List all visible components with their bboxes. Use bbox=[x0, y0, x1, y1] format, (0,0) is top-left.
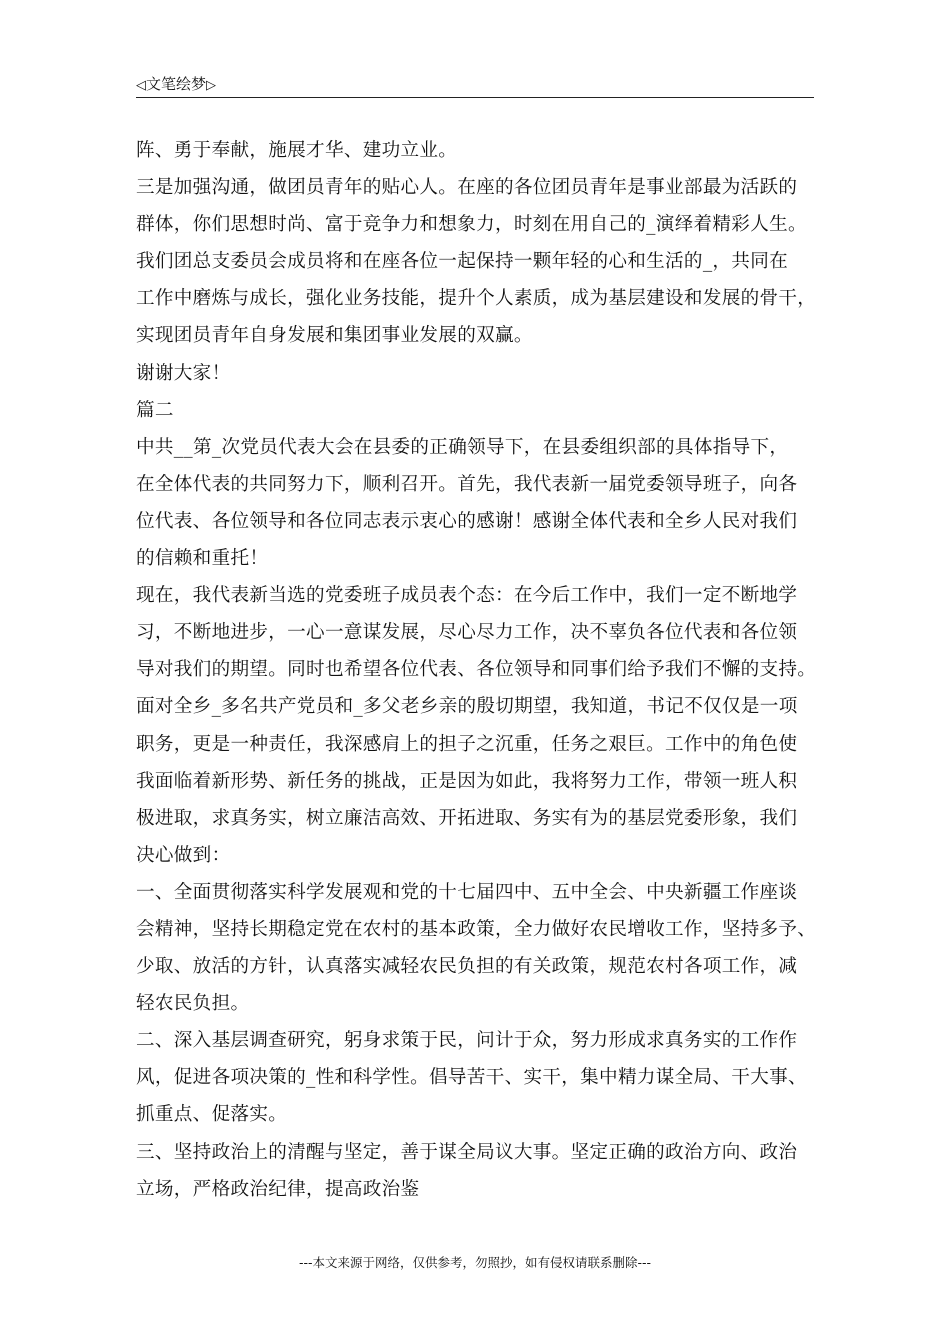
body-line: 面对全乡_多名共产党员和_多父老乡亲的殷切期望，我知道，书记不仅仅是一项 bbox=[136, 696, 798, 718]
document-header bbox=[136, 74, 216, 96]
body-line: 实现团员青年自身发展和集团事业发展的双赢。 bbox=[136, 325, 533, 347]
body-line: 职务，更是一种责任，我深感肩上的担子之沉重，任务之艰巨。工作中的角色使 bbox=[136, 733, 798, 755]
body-line: 三、坚持政治上的清醒与坚定，善于谋全局议大事。坚定正确的政治方向、政治 bbox=[136, 1141, 798, 1163]
body-line: 现在，我代表新当选的党委班子成员表个态：在今后工作中，我们一定不断地学 bbox=[136, 585, 798, 607]
right-triangle-icon: ▷ bbox=[206, 78, 217, 93]
body-line: 习，不断地进步，一心一意谋发展，尽心尽力工作，决不辜负各位代表和各位领 bbox=[136, 622, 798, 644]
document-body bbox=[136, 132, 826, 1208]
left-triangle-icon: ◁ bbox=[136, 78, 146, 93]
body-line: 二、深入基层调查研究，躬身求策于民，问计于众，努力形成求真务实的工作作 bbox=[136, 1030, 798, 1052]
body-line: 位代表、各位领导和各位同志表示衷心的感谢！感谢全体代表和全乡人民对我们 bbox=[136, 510, 798, 532]
body-line: 决心做到： bbox=[136, 844, 231, 866]
body-line: 风，促进各项决策的_性和科学性。倡导苦干、实干，集中精力谋全局、干大事、 bbox=[136, 1067, 807, 1089]
body-line: 阵、勇于奉献，施展才华、建功立业。 bbox=[136, 140, 458, 161]
body-line: 我面临着新形势、新任务的挑战，正是因为如此，我将努力工作，带领一班人积 bbox=[136, 770, 798, 792]
body-line: 一、全面贯彻落实科学发展观和党的十七届四中、五中全会、中央新疆工作座谈 bbox=[136, 881, 798, 903]
body-line: 的信赖和重托！ bbox=[136, 548, 269, 570]
body-line: 群体，你们思想时尚、富于竞争力和想象力，时刻在用自己的_演绎着精彩人生。 bbox=[136, 214, 807, 236]
body-line: 极进取，求真务实，树立廉洁高效、开拓进取、务实有为的基层党委形象，我们 bbox=[136, 807, 798, 829]
body-line: 中共__第_次党员代表大会在县委的正确领导下，在县委组织部的具体指导下， bbox=[136, 436, 789, 458]
body-line: 轻农民负担。 bbox=[136, 993, 250, 1015]
body-line: 导对我们的期望。同时也希望各位代表、各位领导和同事们给予我们不懈的支持。 bbox=[136, 659, 817, 681]
body-line: 篇二 bbox=[136, 399, 174, 421]
body-line: 抓重点、促落实。 bbox=[136, 1104, 288, 1126]
body-line: 谢谢大家！ bbox=[136, 362, 231, 384]
body-line: 工作中磨炼与成长，强化业务技能，提升个人素质，成为基层建设和发展的骨干， bbox=[136, 288, 817, 310]
body-line: 会精神，坚持长期稳定党在农村的基本政策，全力做好农民增收工作，坚持多予、 bbox=[136, 918, 817, 940]
body-line: 我们团总支委员会成员将和在座各位一起保持一颗年轻的心和生活的_，共同在 bbox=[136, 251, 788, 273]
document-footer: ---本文来源于网络，仅供参考，勿照抄，如有侵权请联系删除--- bbox=[298, 1255, 652, 1270]
header-title: 文笔绘梦 bbox=[146, 75, 207, 93]
body-line: 少取、放活的方针，认真落实减轻农民负担的有关政策，规范农村各项工作，减 bbox=[136, 956, 798, 978]
body-line: 在全体代表的共同努力下，顺利召开。首先，我代表新一届党委领导班子，向各 bbox=[136, 473, 798, 495]
body-line: 三是加强沟通，做团员青年的贴心人。在座的各位团员青年是事业部最为活跃的 bbox=[136, 177, 798, 199]
body-line: 立场，严格政治纪律，提高政治鉴 bbox=[136, 1178, 420, 1200]
header-divider bbox=[136, 97, 814, 98]
